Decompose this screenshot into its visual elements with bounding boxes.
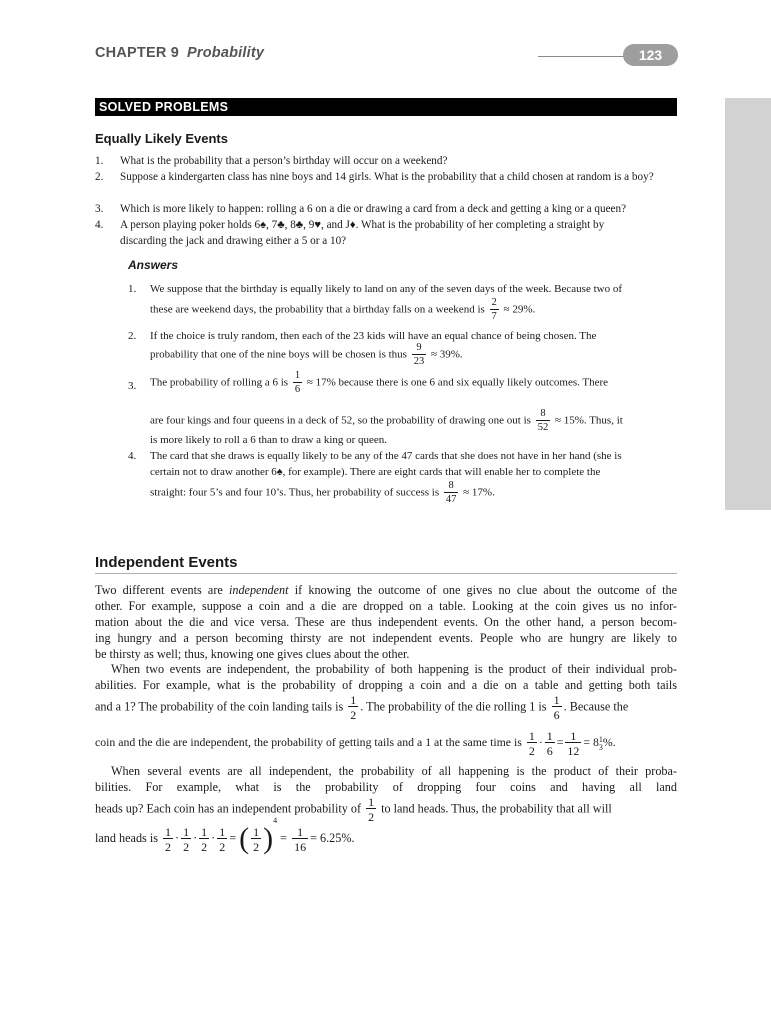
subsection-title-independent: Independent Events: [95, 554, 238, 571]
answers-label: Answers: [128, 258, 179, 272]
fraction: $\frac{2}{7}$: [491, 297, 497, 322]
answer-text-line: We suppose that the birthday is equally likely to land on any of the seven days of the week. Because two of: [150, 283, 622, 295]
fraction: $\frac{1}{6}$: [553, 693, 560, 722]
math-line: land heads is $\frac{1}{2}$ · $\frac{1}{2}$ · $\frac{1}{2}$ · $\frac{1}{2}$ = ( $\frac{1}{2}$ )$^4$ = $\frac{1}{16}$ = 6.25%.: [95, 816, 355, 855]
answer-text-line: straight: four 5’s and four 10’s. Thus, her probability of success is $\frac{8}{47}$ ≈ 17%.: [150, 480, 495, 505]
question-text: What is the probability that a person’s birthday will occur on a weekend?: [120, 155, 448, 167]
fraction: $\frac{1}{2}$: [350, 693, 357, 722]
answer-text-line: certain not to draw another 6♠, for example). There are eight cards that will enable her to complete the: [150, 466, 601, 478]
answer-text-line: these are weekend days, the probability that a birthday falls on a weekend is $\frac{2}{7}$ ≈ 29%.: [150, 297, 536, 322]
answer-text-line: probability that one of the nine boys will be chosen is thus $\frac{9}{23}$ ≈ 39%.: [150, 342, 463, 367]
question-number: 2.: [95, 171, 104, 183]
section-title: SOLVED PROBLEMS: [99, 100, 229, 114]
question-number: 1.: [95, 155, 104, 167]
paragraph-line: When several events are all independent, the probability of all happening is the product of their proba-: [111, 764, 677, 778]
subsection-rule: [95, 573, 677, 574]
fraction: $\frac{1}{2}$: [201, 824, 208, 854]
question-text-line: A person playing poker holds 6♠, 7♣, 8♣, 9♥, and J♦. What is the probability of her completing a straight by: [120, 219, 605, 231]
paren-open: (: [239, 822, 250, 855]
math-line: and a 1? The probability of the coin landing tails is $\frac{1}{2}$ . The probability of the die rolling 1 is $\frac{1}{6}$ . Because the: [95, 693, 629, 722]
exponent: 4: [273, 816, 278, 825]
question-text: Which is more likely to happen: rolling a 6 on a die or drawing a card from a deck and getting a king or a queen?: [120, 203, 627, 215]
header-rule: [538, 56, 630, 57]
math-line: coin and the die are independent, the probability of getting tails and a 1 at the same time is $\frac{1}{2}$ · $\frac{1}{6}$ = $\frac{1}{12}$ = 8 1 3 %.: [95, 729, 616, 758]
fraction: $\frac{1}{6}$: [546, 729, 553, 758]
paragraph-several-events: [95, 763, 677, 795]
answer-text-line: is more likely to roll a 6 than to draw a king or queen.: [150, 434, 388, 446]
page-number-badge: 123: [623, 44, 678, 66]
fraction: $\frac{1}{2}$: [183, 824, 190, 854]
question-text-line: discarding the jack and drawing either a 5 or a 10?: [120, 234, 347, 247]
fraction: $\frac{1}{2}$: [528, 729, 535, 758]
fraction: $\frac{1}{2}$: [165, 824, 172, 854]
paragraph-line: bilities. For example, what is the probability of dropping four coins and having all land: [95, 780, 677, 794]
chapter-title: Probability: [186, 45, 265, 61]
section-bar: [95, 98, 677, 116]
chapter-heading: [95, 45, 264, 61]
question-number: 4.: [95, 219, 104, 231]
mixed-fraction: 1 3: [598, 735, 603, 752]
paragraph-independent-definition: [95, 582, 677, 662]
fraction: $\frac{1}{2}$: [368, 795, 375, 824]
fraction: $\frac{1}{2}$: [219, 824, 226, 854]
fraction: $\frac{1}{12}$: [567, 729, 580, 758]
paragraph-line: other. For example, suppose a coin and a die are dropped on a table. Looking at the coin gives us no infor-: [95, 599, 677, 613]
answer-text-line: are four kings and four queens in a deck of 52, so the probability of drawing one out is $\frac{8}{52}$ ≈ 15%. Thus, it: [150, 408, 623, 433]
answer-text-line: The probability of rolling a 6 is $\frac{1}{6}$ ≈ 17% because there is one 6 and six equally likely outcomes. There: [150, 370, 609, 395]
answer-number: 3.: [128, 380, 137, 392]
fraction: $\frac{8}{47}$: [445, 480, 457, 505]
subsection-title-equally-likely: Equally Likely Events: [95, 131, 228, 146]
fraction: $\frac{1}{6}$: [294, 370, 301, 395]
paragraph-line: When two events are independent, the probability of both happening is the product of their individual prob-: [111, 662, 677, 676]
answer-text-line: The card that she draws is equally likely to be any of the 47 cards that she does not have in her hand (she is: [150, 450, 622, 462]
paragraph-line: be thirsty as well; thus, knowing one gives clues about the other.: [95, 647, 410, 661]
fraction: $\frac{9}{23}$: [413, 342, 425, 367]
paren-close: ): [263, 822, 274, 855]
fraction: $\frac{8}{52}$: [537, 408, 549, 433]
question-number: 3.: [95, 203, 104, 215]
paragraph-line: Two different events are independent if knowing the outcome of one gives no clue about the outcome of the: [95, 583, 678, 597]
answer-number: 4.: [128, 450, 137, 462]
chapter-label: CHAPTER 9: [95, 45, 179, 61]
fraction: $\frac{1}{2}$: [253, 824, 260, 854]
answer-number: 2.: [128, 330, 137, 342]
answer-number: 1.: [128, 283, 137, 295]
paragraph-line: abilities. For example, what is the probability of dropping a coin and a die on a table and getting both tails: [95, 678, 677, 692]
paragraph-line: mation about the die and vice versa. These are thus independent events. On the other hand, a person becom-: [95, 615, 677, 629]
paragraph-product-rule: [95, 661, 677, 693]
answer-text-line: If the choice is truly random, then each of the 23 kids will have an equal chance of being chosen. The: [150, 330, 597, 342]
side-thumb-tab: [725, 98, 771, 510]
fraction: $\frac{1}{16}$: [294, 824, 307, 854]
math-line: heads up? Each coin has an independent probability of $\frac{1}{2}$ to land heads. Thus, the probability that all will: [95, 795, 612, 824]
paragraph-line: ing hungry and a person becoming thirsty are not independent events. People who are hungry are likely to: [95, 631, 677, 645]
question-text: Suppose a kindergarten class has nine boys and 14 girls. What is the probability that a child chosen at random is a boy?: [120, 171, 654, 183]
